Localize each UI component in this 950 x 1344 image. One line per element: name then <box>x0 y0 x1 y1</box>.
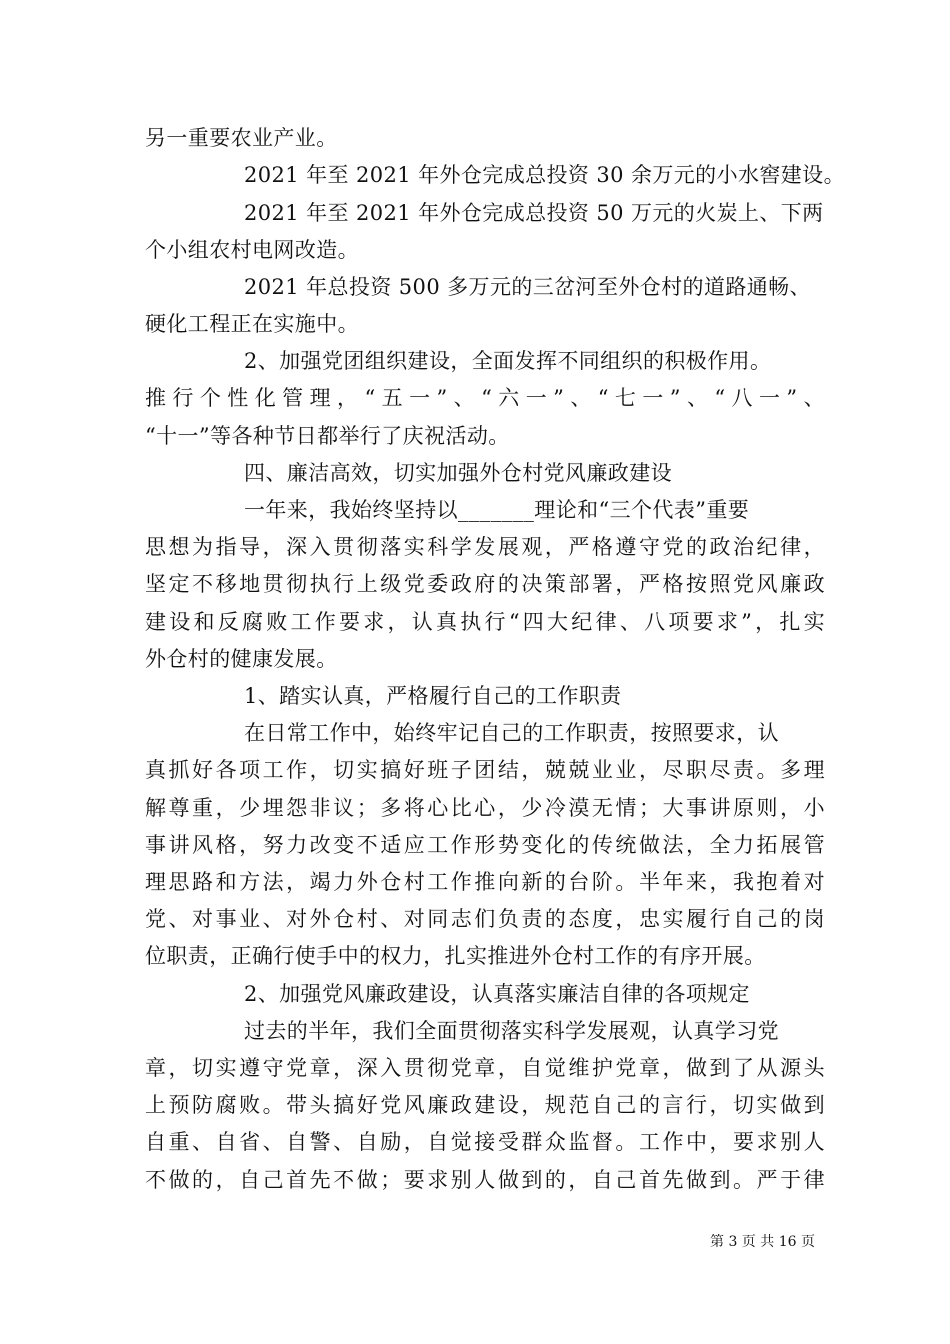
subsection-heading: 2、加强党风廉政建设，认真落实廉洁自律的各项规定 <box>244 982 750 1006</box>
page-footer: 第 3 页 共 16 页 <box>710 1234 815 1250</box>
text-line: 章，切实遵守党章，深入贯彻党章，自觉维护党章，做到了从源头 <box>145 1056 825 1080</box>
text-line: 一年来，我始终坚持以_______理论和“三个代表”重要 <box>244 498 750 522</box>
text-line: 党、对事业、对外仓村、对同志们负责的态度，忠实履行自己的岗 <box>145 907 825 931</box>
text-line: 推行个性化管理，“五一”、“六一”、“七一”、“八一”、 <box>145 386 825 410</box>
text-line: 另一重要农业产业。 <box>145 126 338 150</box>
text-line: 外仓村的健康发展。 <box>145 647 338 671</box>
text-line: 过去的半年，我们全面贯彻落实科学发展观，认真学习党 <box>244 1019 779 1043</box>
text-line: 2、加强党团组织建设，全面发挥不同组织的积极作用。 <box>244 349 772 373</box>
text-line: 硬化工程正在实施中。 <box>145 312 359 336</box>
text-line: 2021 年至 2021 年外仓完成总投资 30 余万元的小水窖建设。 <box>244 163 845 187</box>
text-line: 2021 年总投资 500 多万元的三岔河至外仓村的道路通畅、 <box>244 275 811 299</box>
text-line: 位职责，正确行使手中的权力，扎实推进外仓村工作的有序开展。 <box>145 944 766 968</box>
text-line: 个小组农村电网改造。 <box>145 238 359 262</box>
text-line: 自重、自省、自警、自励，自觉接受群众监督。工作中，要求别人 <box>145 1130 825 1154</box>
text-line: 坚定不移地贯彻执行上级党委政府的决策部署，严格按照党风廉政 <box>145 572 825 596</box>
text-line: 理思路和方法，竭力外仓村工作推向新的台阶。半年来，我抱着对 <box>145 870 825 894</box>
text-line: 思想为指导，深入贯彻落实科学发展观，严格遵守党的政治纪律， <box>145 535 825 559</box>
text-line: “十一”等各种节日都举行了庆祝活动。 <box>145 424 510 448</box>
subsection-heading: 1、踏实认真，严格履行自己的工作职责 <box>244 684 622 708</box>
text-line: 解尊重，少埋怨非议；多将心比心，少冷漠无情；大事讲原则，小 <box>145 796 825 820</box>
text-line: 真抓好各项工作，切实搞好班子团结，兢兢业业，尽职尽责。多理 <box>145 758 825 782</box>
text-line: 上预防腐败。带头搞好党风廉政建设，规范自己的言行，切实做到 <box>145 1093 825 1117</box>
text-line: 事讲风格，努力改变不适应工作形势变化的传统做法，全力拓展管 <box>145 833 825 857</box>
text-line: 2021 年至 2021 年外仓完成总投资 50 万元的火炭上、下两 <box>244 201 824 225</box>
text-line: 在日常工作中，始终牢记自己的工作职责，按照要求，认 <box>244 721 779 745</box>
section-heading: 四、廉洁高效，切实加强外仓村党风廉政建设 <box>244 461 672 485</box>
text-line: 不做的，自己首先不做；要求别人做到的，自己首先做到。严于律 <box>145 1168 825 1192</box>
text-line: 建设和反腐败工作要求，认真执行“四大纪律、八项要求”，扎实 <box>145 610 825 634</box>
